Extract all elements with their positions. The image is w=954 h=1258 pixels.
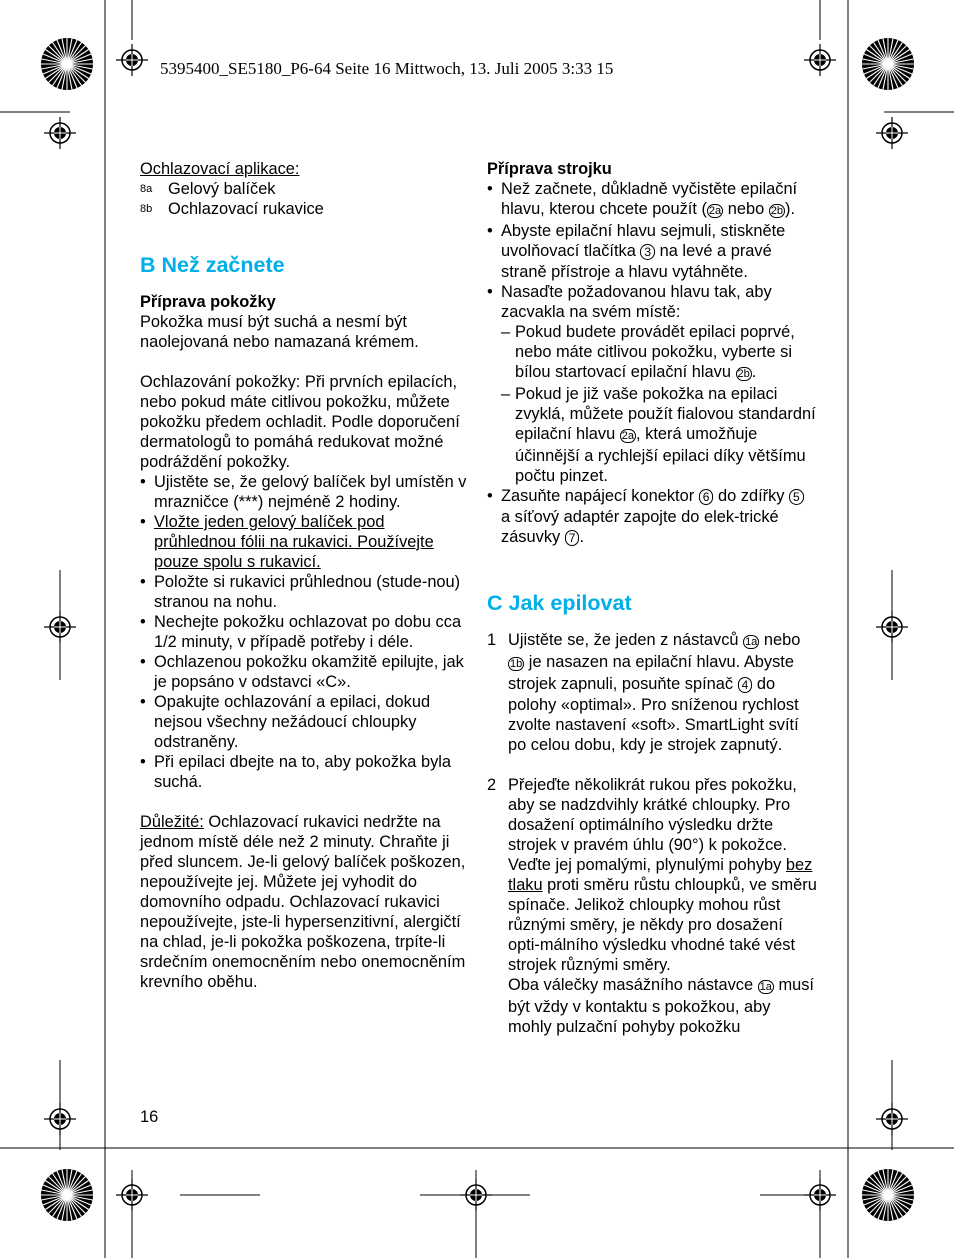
list-item-label: Ochlazovací rukavice (168, 200, 324, 218)
cooling-text: Ochlazování pokožky: Při prvních epilacích, nebo pokud máte citlivou pokožku, můžete pokožku předem ochladit. Podle doporučení dermatologů to pomáhá redukovat možné podráždění pokožky. (140, 373, 460, 471)
marker-1b: 1b (510, 658, 523, 670)
text: do polohy «optimal». Pro sníženou rychlost zvolte nastavení «soft». SmartLight svítí po celou dobu, kdy je strojek zapnutý. (508, 675, 799, 754)
bullet-text: Položte si rukavici průhlednou (stude-nou) stranou na nohu. (154, 573, 461, 611)
text: Oba válečky masážního nástavce (508, 976, 758, 994)
section-heading-b (140, 252, 470, 278)
list-item: • Abyste epilační hlavu sejmuli, stiskněte uvolňovací tlačítka 3 na levé a pravé straně přístroje a hlavu vytáhněte. (487, 222, 786, 281)
text: , která umožňuje účinnější a rychlejší epilaci díky většímu počtu pinzet. (515, 425, 806, 485)
text: Přejeďte několikrát rukou přes pokožku, aby se nadzdvihly krátké chloupky. Pro dosažení optimálního výsledku držte strojek v pravém úhlu (90°) k pokožce. Veďte jej pomalými, plynulými pohyby (508, 776, 797, 874)
list-item (140, 199, 470, 219)
page-number: 16 (140, 1108, 159, 1126)
marker-7: 7 (565, 530, 580, 546)
text-underlined: bez tlaku (508, 856, 813, 894)
list-item: • Ochlazenou pokožku okamžitě epilujte, jak je popsáno v odstavci «C». (140, 652, 470, 692)
list-item-label: Gelový balíček (168, 180, 276, 198)
bullet-text: Ujistěte se, že gelový balíček byl umístěn v mrazničce (***) nejméně 2 hodiny. (154, 473, 467, 511)
text: Pokud budete provádět epilaci poprvé, nebo máte citlivou pokožku, vyberte si bílou startovací epilační hlavu (515, 323, 795, 381)
text: Abyste epilační hlavu sejmuli, stiskněte uvolňovací tlačítka (501, 222, 786, 260)
text: nebo (723, 200, 769, 218)
bullet-text: Vložte jeden gelový balíček pod průhlednou fólii na rukavici. Používejte pouze spolu s rukavicí. (154, 513, 434, 571)
device-prep-title: Příprava strojku (487, 160, 612, 178)
text: Než začnete, důkladně vyčistěte epilační hlavu, kterou chcete použít ( (501, 180, 798, 218)
text: je nasazen na epilační hlavu. Abyste strojek zapnuli, posuňte spínač (508, 653, 794, 693)
important-label: Důležité: (140, 813, 204, 831)
bullet-text: Nasaďte požadovanou hlavu tak, aby zacvakla na svém místě: (501, 283, 772, 321)
marker-2a: 2a (621, 430, 635, 442)
skin-prep-text: Pokožka musí být suchá a nesmí být naolejovaná nebo namazaná krémem. (140, 313, 419, 351)
section-title: Než začnete (161, 253, 285, 277)
list-item: • Při epilaci dbejte na to, aby pokožka byla suchá. (140, 752, 470, 792)
text: Pokud je již vaše pokožka na epilaci zvyklá, můžete použít fialovou standardní epilační hlavu (515, 385, 816, 443)
text: ). (785, 200, 796, 218)
step-number: 2 (487, 776, 497, 794)
marker-3: 3 (640, 244, 655, 260)
list-item: – Pokud budete provádět epilaci poprvé, nebo máte citlivou pokožku, vyberte si bílou startovací epilační hlavu 2b . (501, 323, 795, 381)
marker-1a: 1a (745, 636, 758, 648)
list-item: • Opakujte ochlazování a epilaci, dokud nejsou všechny nežádoucí chloupky odstraněny. (140, 692, 470, 752)
marker-2b: 2b (770, 205, 783, 217)
step-2 (487, 775, 817, 1037)
bullet-text: Ochlazenou pokožku okamžitě epilujte, jak je popsáno v odstavci «C». (154, 653, 464, 691)
text: . (751, 363, 757, 381)
text: proti směru růstu chloupků, ve směru spínače. Jelikož chloupky mohou růst různými směry, je někdy pro dosažení opti-málního výsledku vhodné také vést strojek různými směry. (508, 876, 817, 974)
marker-8a: 8a (140, 183, 153, 195)
text: Ujistěte se, že jeden z nástavců (508, 631, 744, 649)
step-number: 1 (487, 631, 497, 649)
bullet-text: Nechejte pokožku ochlazovat po dobu cca 1/2 minuty, v případě potřeby i déle. (154, 613, 462, 651)
cooling-title: Ochlazovací aplikace: (140, 160, 300, 178)
text: Zasuňte napájecí konektor (501, 487, 699, 505)
text: na levé a pravé straně přístroje a hlavu vytáhněte. (501, 242, 772, 281)
marker-8b: 8b (140, 203, 153, 215)
step-1 (487, 630, 817, 755)
section-title: Jak epilovat (508, 591, 632, 615)
section-heading-c (487, 590, 817, 616)
list-item: • Nasaďte požadovanou hlavu tak, aby zacvakla na svém místě: (487, 282, 817, 322)
text: do zdířky (713, 487, 790, 505)
marker-5: 5 (789, 489, 804, 505)
skin-prep-title: Příprava pokožky (140, 293, 276, 311)
important-note (140, 812, 470, 992)
text: nebo (759, 631, 801, 649)
bullet-text: Při epilaci dbejte na to, aby pokožka byla suchá. (154, 753, 452, 791)
marker-2b: 2b (737, 368, 750, 380)
list-item: • Položte si rukavici průhlednou (stude-nou) stranou na nohu. (140, 572, 470, 612)
section-letter: C (487, 591, 503, 615)
print-header: 5395400_SE5180_P6-64 Seite 16 Mittwoch, 13. Juli 2005 3:33 15 (160, 59, 614, 78)
right-column (487, 159, 817, 1037)
text: musí být vždy v kontaktu s pokožkou, aby mohly pulzační pohyby pokožku (508, 976, 814, 1036)
left-column (140, 159, 470, 992)
marker-2a: 2a (708, 205, 722, 217)
list-item: – Pokud je již vaše pokožka na epilaci zvyklá, můžete použít fialovou standardní epilační hlavu 2a , která umožňuje účinnější a rychlejší epilaci díky většímu počtu pinzet. (501, 385, 816, 485)
list-item (140, 179, 470, 199)
marker-1a: 1a (759, 981, 772, 993)
marker-6: 6 (699, 489, 714, 505)
text: a síťový adaptér zapojte do elek-trické zásuvky (501, 508, 779, 546)
section-letter: B (140, 253, 156, 277)
list-item: • Zasuňte napájecí konektor 6 do zdířky 5 a síťový adaptér zapojte do elek-trické zásuvky 7 . (487, 486, 817, 548)
important-text: Ochlazovací rukavici nedržte na jednom místě déle než 2 minuty. Chraňte ji před sluncem. Je-li gelový balíček poškozen, nepoužívejte jej. Můžete jej vyhodit do domovního odpadu. Ochlazovací rukavici nepoužívejte, jste-li hypersenzitivní, alergičtí na chlad, je-li pokožka poškozena, trpíte-li srdečním onemocněním nebo onemocněním krevního oběhu. (140, 813, 466, 991)
text: . (579, 528, 585, 546)
list-item: • Ujistěte se, že gelový balíček byl umístěn v mrazničce (***) nejméně 2 hodiny. (140, 472, 470, 512)
list-item: • Než začnete, důkladně vyčistěte epilační hlavu, kterou chcete použít ( 2a nebo 2b ). (487, 180, 798, 218)
bullet-text: Opakujte ochlazování a epilaci, dokud nejsou všechny nežádoucí chloupky odstraněny. (154, 693, 431, 751)
list-item: • Nechejte pokožku ochlazovat po dobu cca 1/2 minuty, v případě potřeby i déle. (140, 612, 470, 652)
list-item: • Vložte jeden gelový balíček pod průhlednou fólii na rukavici. Používejte pouze spolu s rukavicí. (140, 512, 470, 572)
marker-4: 4 (738, 677, 753, 693)
